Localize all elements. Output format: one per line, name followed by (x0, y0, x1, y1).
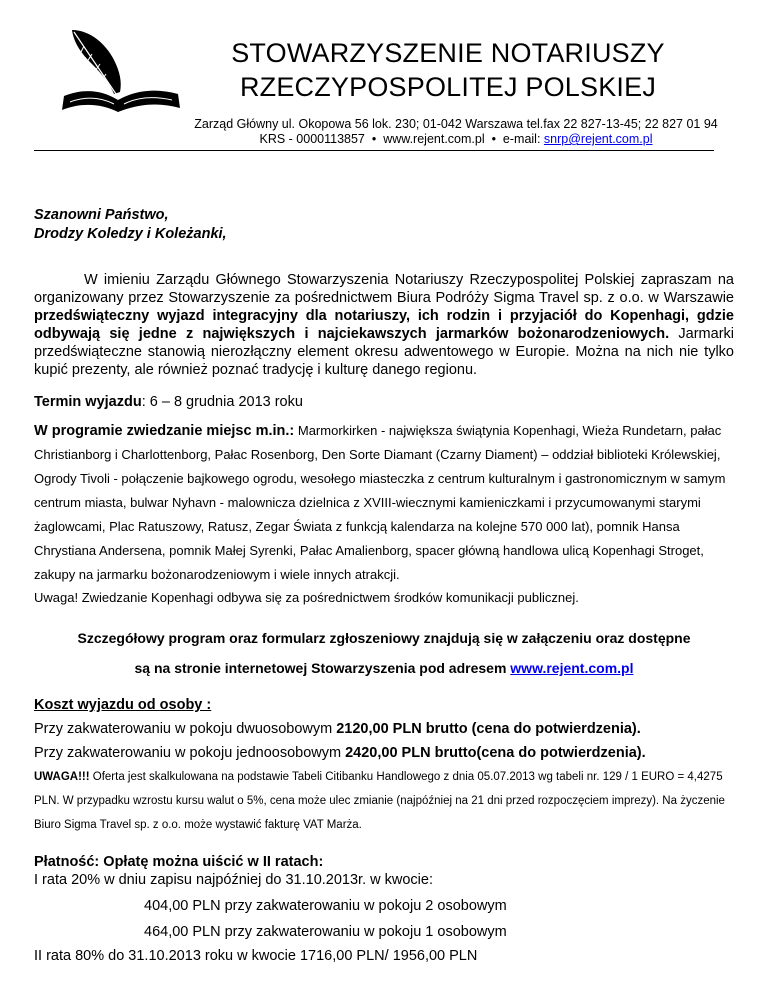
intro-highlight: przedświąteczny wyjazd integracyjny dla notariuszy, ich rodzin i przyjaciół do Kopenhagi, gdzie odbywają się jedne z największych i najciekawszych jarmarków bożonarodzeniowych. (34, 308, 734, 342)
bullet-separator: • (491, 132, 496, 146)
warning-label: UWAGA!!! (34, 771, 90, 783)
exchange-rate-warning (34, 765, 734, 837)
website-text: www.rejent.com.pl (383, 132, 485, 146)
book-right-page (118, 91, 180, 112)
intro-text-start: W imieniu Zarządu Głównego Stowarzyszenia Notariuszy Rzeczypospolitej Polskiej zapraszam na organizowany przez Stowarzyszenie za pośrednictwem Biura Podróży Sigma Travel sp. z o.o. w Warszawie (34, 272, 734, 306)
warning-text: Oferta jest skalkulowana na podstawie Tabeli Citibanku Handlowego z dnia 05.07.2013 wg tabeli nr. 129 / 1 EURO = 4,4275 PLN. W przypadku wzrostu kursu walut o 5%, cena może ulec zmianie (najpóźniej na 21 dni przed rozpoczęciem imprezy). Na życzenie Biuro Sigma Travel sp. z o.o. może wystawić fakturę VAT Marża. (34, 771, 725, 831)
salutation-line-2: Drodzy Koledzy i Koleżanki, (34, 226, 227, 242)
program-label: W programie zwiedzanie miejsc m.in.: (34, 423, 295, 439)
website-link[interactable]: www.rejent.com.pl (510, 660, 634, 676)
email-label: e-mail: (502, 132, 541, 146)
trip-dates (34, 393, 734, 411)
payment-rate-1: I rata 20% w dniu zapisu najpóźniej do 31.10.2013r. w kwocie: (34, 872, 433, 888)
address-line: Zarząd Główny ul. Okopowa 56 lok. 230; 01-042 Warszawa tel.fax 22 827-13-45; 22 827 01 94 (194, 117, 718, 131)
payment-label-rest: Opłatę można uiścić w II ratach: (99, 854, 324, 870)
cost-single-label: Przy zakwaterowaniu w pokoju jednoosobowym (34, 745, 346, 761)
payment-label: Płatność: (34, 854, 100, 870)
contact-block (186, 117, 726, 147)
organization-title (198, 36, 698, 104)
salutation (34, 206, 734, 244)
krs-line (186, 132, 726, 147)
details-line-2-text: są na stronie internetowej Stowarzyszenia pod adresem (134, 660, 511, 676)
details-notice (34, 623, 734, 683)
cost-single-room (34, 741, 734, 765)
title-line-1: STOWARZYSZENIE NOTARIUSZY (231, 38, 665, 68)
payment-rate-1-double: 404,00 PLN przy zakwaterowaniu w pokoju 2 osobowym (144, 898, 507, 914)
details-line-1: Szczegółowy program oraz formularz zgłoszeniowy znajdują się w załączeniu oraz dostępne (77, 630, 691, 646)
trip-dates-value: : 6 – 8 grudnia 2013 roku (141, 394, 303, 410)
program-text: Marmorkirken - największa świątynia Kopenhagi, Wieża Rundetarn, pałac Christianborg i Charlottenborg, Pałac Rosenborg, Den Sorte Diamant (Czarny Diament) – oddział biblioteki Królewskiej, Ogrody Tivoli - połączenie bajkowego ogrodu, wesołego miasteczka z centrum kulturalnym i gastronomicznym w samym centrum miasta, bulwar Nyhavn - malownicza dzielnica z XVIII-wiecznymi kamieniczkami i przycumowanymi starymi żaglowcami, Plac Ratuszowy, Ratusz, Zegar Świata z funkcją kalendarza na kolejne 570 000 lat), pomnik Hansa Chrystiana Andersena, pomnik Małej Syrenki, Pałac Amalienborg, spacer główną handlowa ulicą Kopenhagi Stroget, zakupy na jarmarku bożonarodzeniowym i wiele innych atrakcji. (34, 423, 726, 582)
header-divider (34, 150, 714, 151)
intro-paragraph (34, 271, 734, 379)
salutation-line-1: Szanowni Państwo, (34, 207, 169, 223)
cost-double-label: Przy zakwaterowaniu w pokoju dwuosobowym (34, 721, 337, 737)
cost-single-value: 2420,00 PLN brutto(cena do potwierdzenia). (345, 745, 646, 761)
payment-rate-2: II rata 80% do 31.10.2013 roku w kwocie 1716,00 PLN/ 1956,00 PLN (34, 948, 478, 964)
transport-note: Uwaga! Zwiedzanie Kopenhagi odbywa się za pośrednictwem środków komunikacji publicznej. (34, 590, 579, 605)
email-link[interactable]: snrp@rejent.com.pl (543, 132, 653, 146)
title-line-2: RZECZYPOSPOLITEJ POLSKIEJ (239, 72, 657, 102)
letter-body (34, 206, 734, 967)
bullet-separator: • (371, 132, 377, 146)
details-line-2 (34, 653, 734, 683)
cost-double-value: 2120,00 PLN brutto (cena do potwierdzenia). (336, 721, 641, 737)
quill-and-open-book-icon (50, 24, 186, 120)
payment-rate-1-single: 464,00 PLN przy zakwaterowaniu w pokoju 1 osobowym (144, 924, 507, 940)
trip-dates-label: Termin wyjazdu (34, 394, 142, 410)
payment-heading (34, 853, 734, 871)
krs-number: KRS - 0000113857 (259, 132, 365, 146)
cost-double-room (34, 717, 734, 741)
intro-text-end: Jarmarki przedświąteczne stanowią nierozłączny element okresu adwentowego w Europie. Można na nich nie tylko kupić prezenty, ale również poznać tradycję i kulturę danego regionu. (34, 326, 734, 378)
sightseeing-program (34, 419, 734, 587)
cost-heading: Koszt wyjazdu od osoby : (34, 697, 212, 713)
